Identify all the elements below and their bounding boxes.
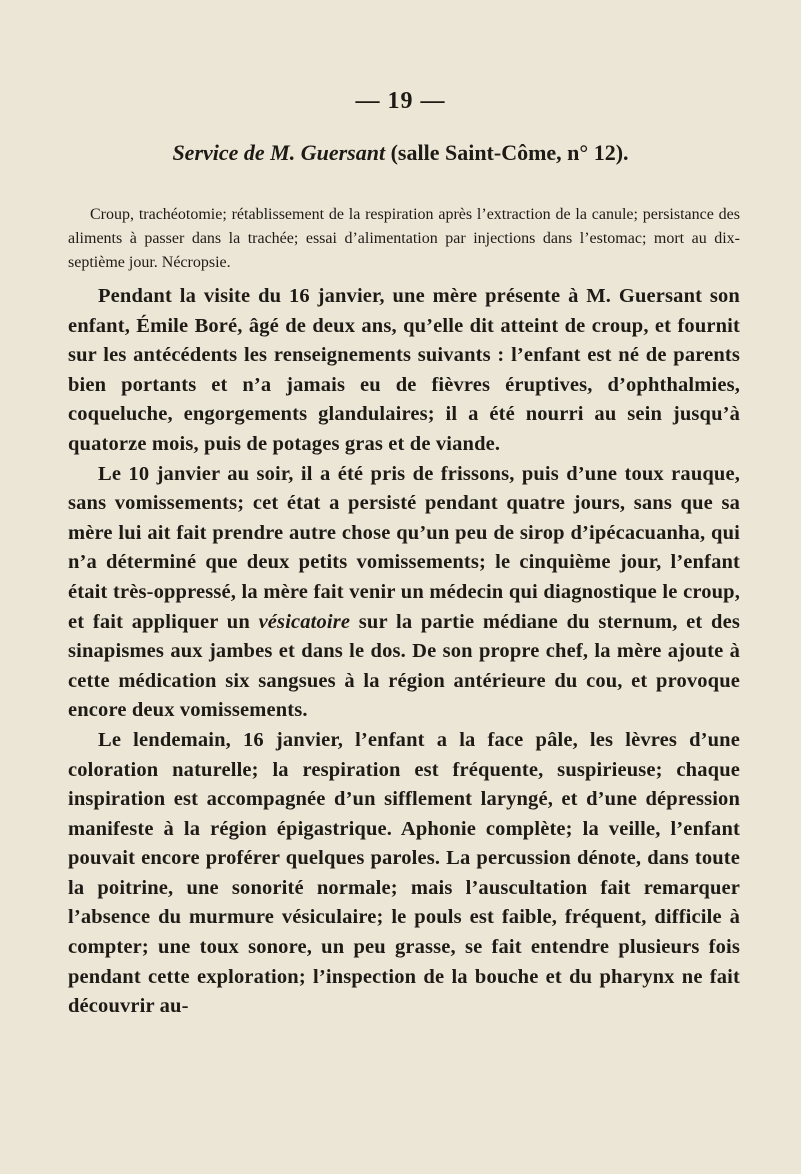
section-heading-location: (salle Saint-Côme, n° 12). [385, 140, 629, 165]
paragraph-2-italic-term: vésicatoire [258, 610, 351, 633]
page-number: — 19 — [355, 88, 446, 114]
section-heading-italic: Service de M. Guersant [172, 140, 386, 165]
paragraph-2-text-a: Le 10 janvier au soir, il a été pris de frissons, puis d’une toux rauque, sans vomissements; cet état a persisté pendant quatre jours, sans que sa mère lui ait fait prendre autre chose qu’un peu de sirop d’ipécacuanha, qui n’a déterminé que deux petits vomissements; le cinquième jour, l’enfant était très-oppressé, la mère fait venir un médecin qui diagnostique le croup, et fait appliquer un [68, 462, 740, 633]
paragraph-2-text-b: sur la partie médiane du sternum, et des sinapismes aux jambes et dans le dos. De son propre chef, la mère ajoute à cette médication six sangsues à la région antérieure du cou, et provoque encore deux vomissements. [68, 610, 740, 722]
paragraph-1: Pendant la visite du 16 janvier, une mère présente à M. Guersant son enfant, Émile Boré, âgé de deux ans, qu’elle dit atteint de croup, et fournit sur les antécédents les renseignements suivants : l’enfant est né de parents bien portants et n’a jamais eu de fièvres éruptives, d’ophthalmies, coqueluche, engorgements glandulaires; il a été nourri au sein jusqu’à quatorze mois, puis de potages gras et de viande. [68, 285, 740, 455]
body-text [68, 282, 740, 1022]
section-heading [0, 140, 801, 166]
case-summary: Croup, trachéotomie; rétablissement de la respiration après l’extraction de la canule; persistance des aliments à passer dans la trachée; essai d’alimentation par injections dans l’estomac; mort au dix-septième jour. Nécropsie. [68, 206, 740, 271]
paragraph-3: Le lendemain, 16 janvier, l’enfant a la face pâle, les lèvres d’une coloration naturelle; la respiration est fréquente, suspirieuse; chaque inspiration est accompagnée d’un sifflement laryngé, et d’une dépression manifeste à la région épigastrique. Aphonie complète; la veille, l’enfant pouvait encore proférer quelques paroles. La percussion dénote, dans toute la poitrine, une sonorité normale; mais l’auscultation fait remarquer l’absence du murmure vésiculaire; le pouls est faible, fréquent, difficile à compter; une toux sonore, un peu grasse, se fait entendre plusieurs fois pendant cette exploration; l’inspection de la bouche et du pharynx ne fait découvrir au- [68, 728, 740, 1018]
paragraph-2 [68, 460, 740, 726]
